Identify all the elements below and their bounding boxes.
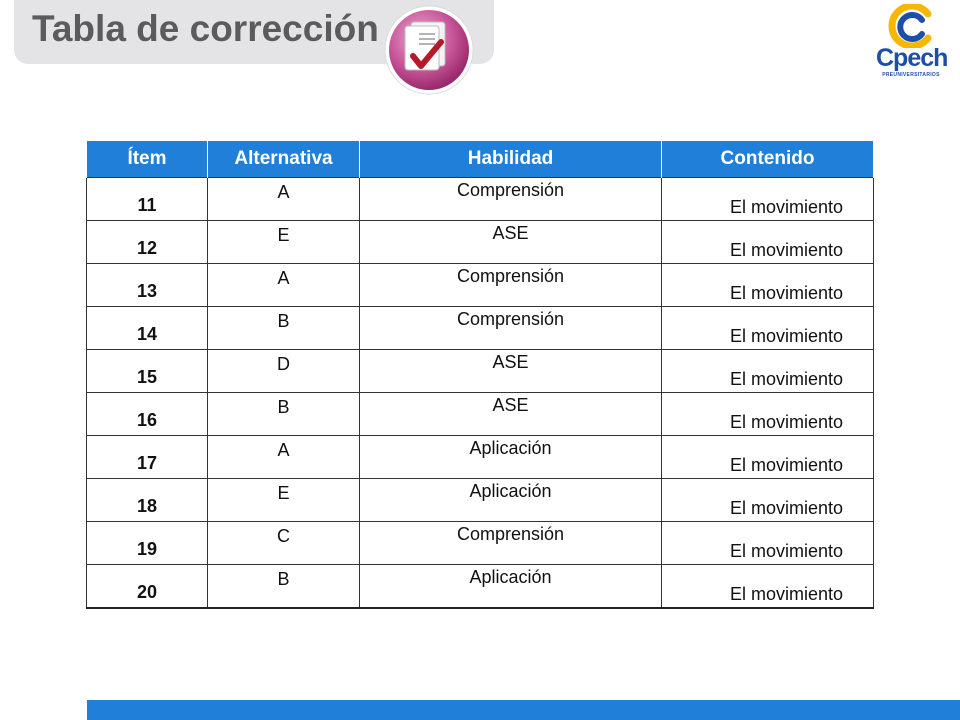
cell-item: 16 [87,393,208,436]
logo-tagline: PREUNIVERSITARIOS [882,72,940,78]
page-title: Tabla de corrección [32,8,379,49]
cell-alternativa: A [208,178,360,221]
cell-habilidad: Aplicación [360,479,662,522]
cell-contenido: El movimiento [662,307,874,350]
footer-bar [87,700,960,720]
cell-habilidad: ASE [360,393,662,436]
cell-item: 14 [87,307,208,350]
table-row [87,221,874,264]
table-header-row [87,141,874,178]
cell-item: 12 [87,221,208,264]
cpech-logo-mark [876,4,946,48]
table-row [87,350,874,393]
cell-contenido: El movimiento [662,479,874,522]
header-item: Ítem [87,141,208,178]
cell-habilidad: Comprensión [360,264,662,307]
cell-habilidad: Comprensión [360,307,662,350]
cell-item: 15 [87,350,208,393]
cell-contenido: El movimiento [662,522,874,565]
table-row [87,565,874,609]
cell-contenido: El movimiento [662,221,874,264]
table-row [87,307,874,350]
cell-contenido: El movimiento [662,393,874,436]
cell-alternativa: B [208,393,360,436]
cell-alternativa: E [208,221,360,264]
cpech-logo [876,4,946,100]
checklist-check-icon [383,4,475,96]
header-habilidad: Habilidad [360,141,662,178]
cell-item: 13 [87,264,208,307]
table-row [87,178,874,221]
cell-alternativa: E [208,479,360,522]
header-contenido: Contenido [662,141,874,178]
correction-table [86,141,874,609]
cell-contenido: El movimiento [662,178,874,221]
cell-alternativa: A [208,264,360,307]
cell-contenido: El movimiento [662,264,874,307]
cell-contenido: El movimiento [662,350,874,393]
cell-alternativa: B [208,565,360,609]
cell-alternativa: A [208,436,360,479]
cell-habilidad: Comprensión [360,522,662,565]
cell-habilidad: ASE [360,350,662,393]
table-row [87,393,874,436]
header-alternativa: Alternativa [208,141,360,178]
table-row [87,479,874,522]
table-row [87,522,874,565]
table-row [87,436,874,479]
cell-item: 19 [87,522,208,565]
cell-contenido: El movimiento [662,565,874,609]
cell-alternativa: B [208,307,360,350]
cell-item: 11 [87,178,208,221]
cell-habilidad: Aplicación [360,565,662,609]
table-row [87,264,874,307]
cell-habilidad: Aplicación [360,436,662,479]
cell-item: 20 [87,565,208,609]
cell-item: 17 [87,436,208,479]
cell-item: 18 [87,479,208,522]
logo-wordmark: Cpech [876,44,948,72]
cell-contenido: El movimiento [662,436,874,479]
cell-habilidad: ASE [360,221,662,264]
cell-alternativa: D [208,350,360,393]
cell-alternativa: C [208,522,360,565]
cell-habilidad: Comprensión [360,178,662,221]
